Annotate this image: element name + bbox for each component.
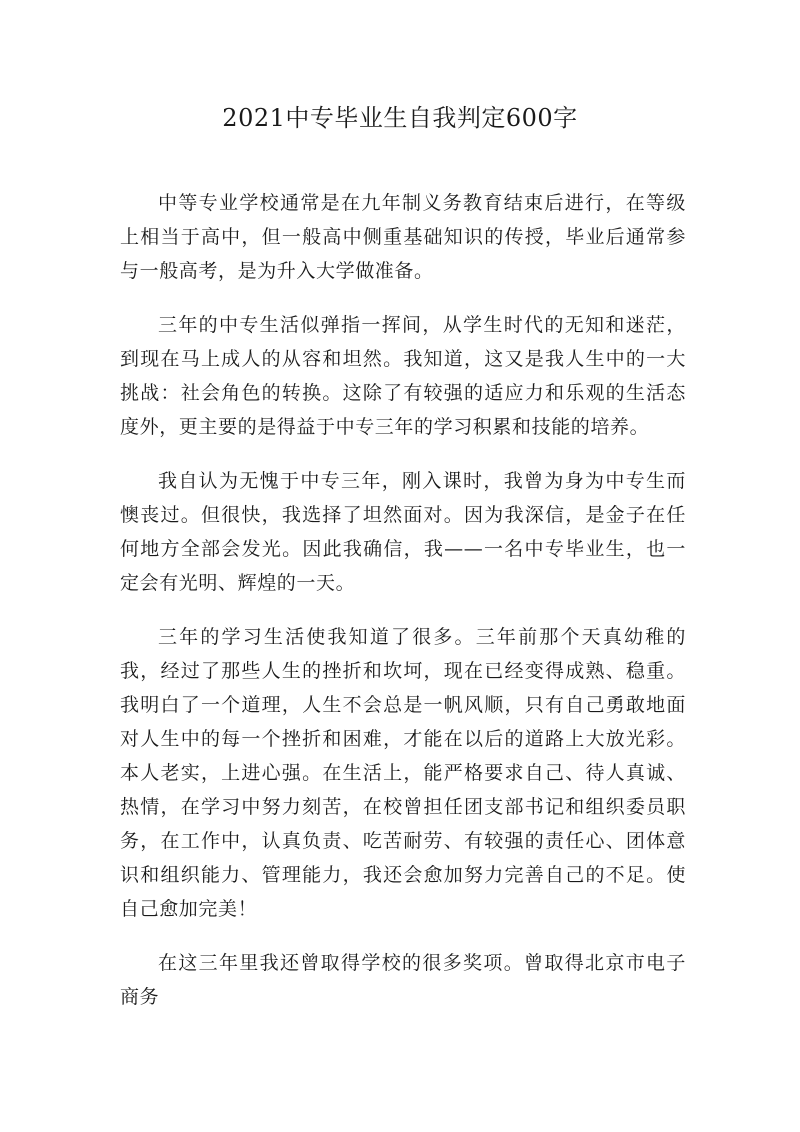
document-body bbox=[120, 186, 686, 1034]
paragraph-4: 三年的学习生活使我知道了很多。三年前那个天真幼稚的我，经过了那些人生的挫折和坎坷，现在已经变得成熟、稳重。我明白了一个道理，人生不会总是一帆风顺，只有自己勇敢地面对人生中的每一个挫折和困难，才能在以后的道路上大放光彩。本人老实，上进心强。在生活上，能严格要求自己、待人真诚、热情，在学习中努力刻苦，在校曾担任团支部书记和组织委员职务，在工作中，认真负责、吃苦耐劳、有较强的责任心、团体意识和组织能力、管理能力，我还会愈加努力完善自己的不足。使自己愈加完美！ bbox=[120, 626, 686, 920]
paragraph-5: 在这三年里我还曾取得学校的很多奖项。曾取得北京市电子商务 bbox=[120, 952, 686, 1008]
paragraph-2: 三年的中专生活似弹指一挥间，从学生时代的无知和迷茫，到现在马上成人的从容和坦然。我知道，这又是我人生中的一大挑战：社会角色的转换。这除了有较强的适应力和乐观的生活态度外，更主要的是得益于中专三年的学习积累和技能的培养。 bbox=[120, 314, 686, 438]
document-title: 2021中专毕业生自我判定600字 bbox=[222, 104, 578, 132]
paragraph-1: 中等专业学校通常是在九年制义务教育结束后进行，在等级上相当于高中，但一般高中侧重基础知识的传授，毕业后通常参与一般高考，是为升入大学做准备。 bbox=[120, 192, 686, 282]
paragraph-3: 我自认为无愧于中专三年，刚入课时，我曾为身为中专生而懊丧过。但很快，我选择了坦然面对。因为我深信，是金子在任何地方全部会发光。因此我确信，我——一名中专毕业生，也一定会有光明、辉煌的一天。 bbox=[120, 470, 686, 594]
